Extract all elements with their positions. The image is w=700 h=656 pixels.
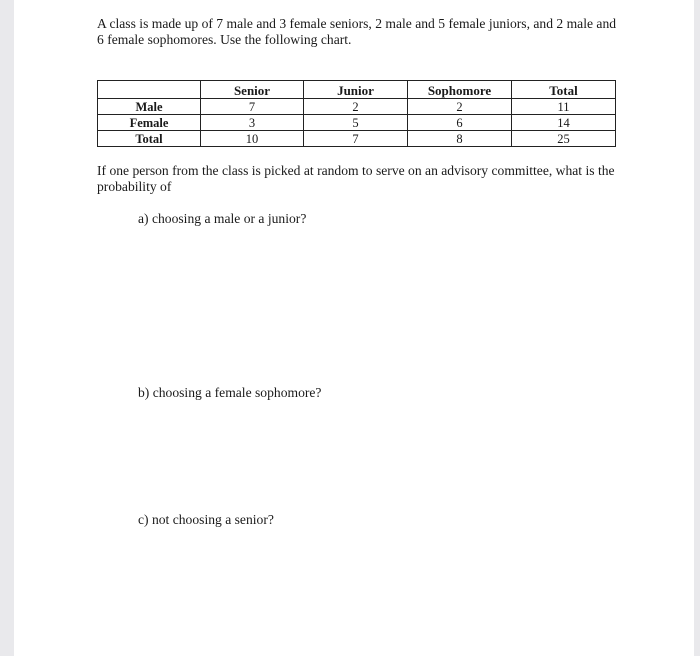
table-row-male xyxy=(98,99,616,115)
table-header-row xyxy=(98,81,616,99)
class-composition-table xyxy=(97,80,616,147)
row-label: Total xyxy=(98,131,201,147)
document-page xyxy=(14,0,694,656)
table-cell: 2 xyxy=(304,99,408,115)
table-cell: 5 xyxy=(304,115,408,131)
question-stem: If one person from the class is picked at random to serve on an advisory committee, what is the probability of xyxy=(97,163,615,194)
table-cell: 7 xyxy=(304,131,408,147)
table-cell: 6 xyxy=(408,115,512,131)
table-cell: 11 xyxy=(512,99,616,115)
table-header-junior: Junior xyxy=(304,81,408,99)
table-cell: 2 xyxy=(408,99,512,115)
table-row-female xyxy=(98,115,616,131)
table-header-senior: Senior xyxy=(201,81,304,99)
table-cell: 8 xyxy=(408,131,512,147)
question-part-b: b) choosing a female sophomore? xyxy=(138,385,322,400)
problem-intro: A class is made up of 7 male and 3 female seniors, 2 male and 5 female juniors, and 2 male and 6 female sophomores. Use the following chart. xyxy=(97,16,617,47)
table-cell: 25 xyxy=(512,131,616,147)
row-label: Female xyxy=(98,115,201,131)
table-header-total: Total xyxy=(512,81,616,99)
table-row-total xyxy=(98,131,616,147)
table-cell: 10 xyxy=(201,131,304,147)
question-part-c: c) not choosing a senior? xyxy=(138,512,274,527)
row-label: Male xyxy=(98,99,201,115)
question-part-a: a) choosing a male or a junior? xyxy=(138,211,307,226)
table-cell: 7 xyxy=(201,99,304,115)
table-cell: 14 xyxy=(512,115,616,131)
table-cell: 3 xyxy=(201,115,304,131)
table-header-sophomore: Sophomore xyxy=(408,81,512,99)
table-header-blank xyxy=(98,81,201,99)
